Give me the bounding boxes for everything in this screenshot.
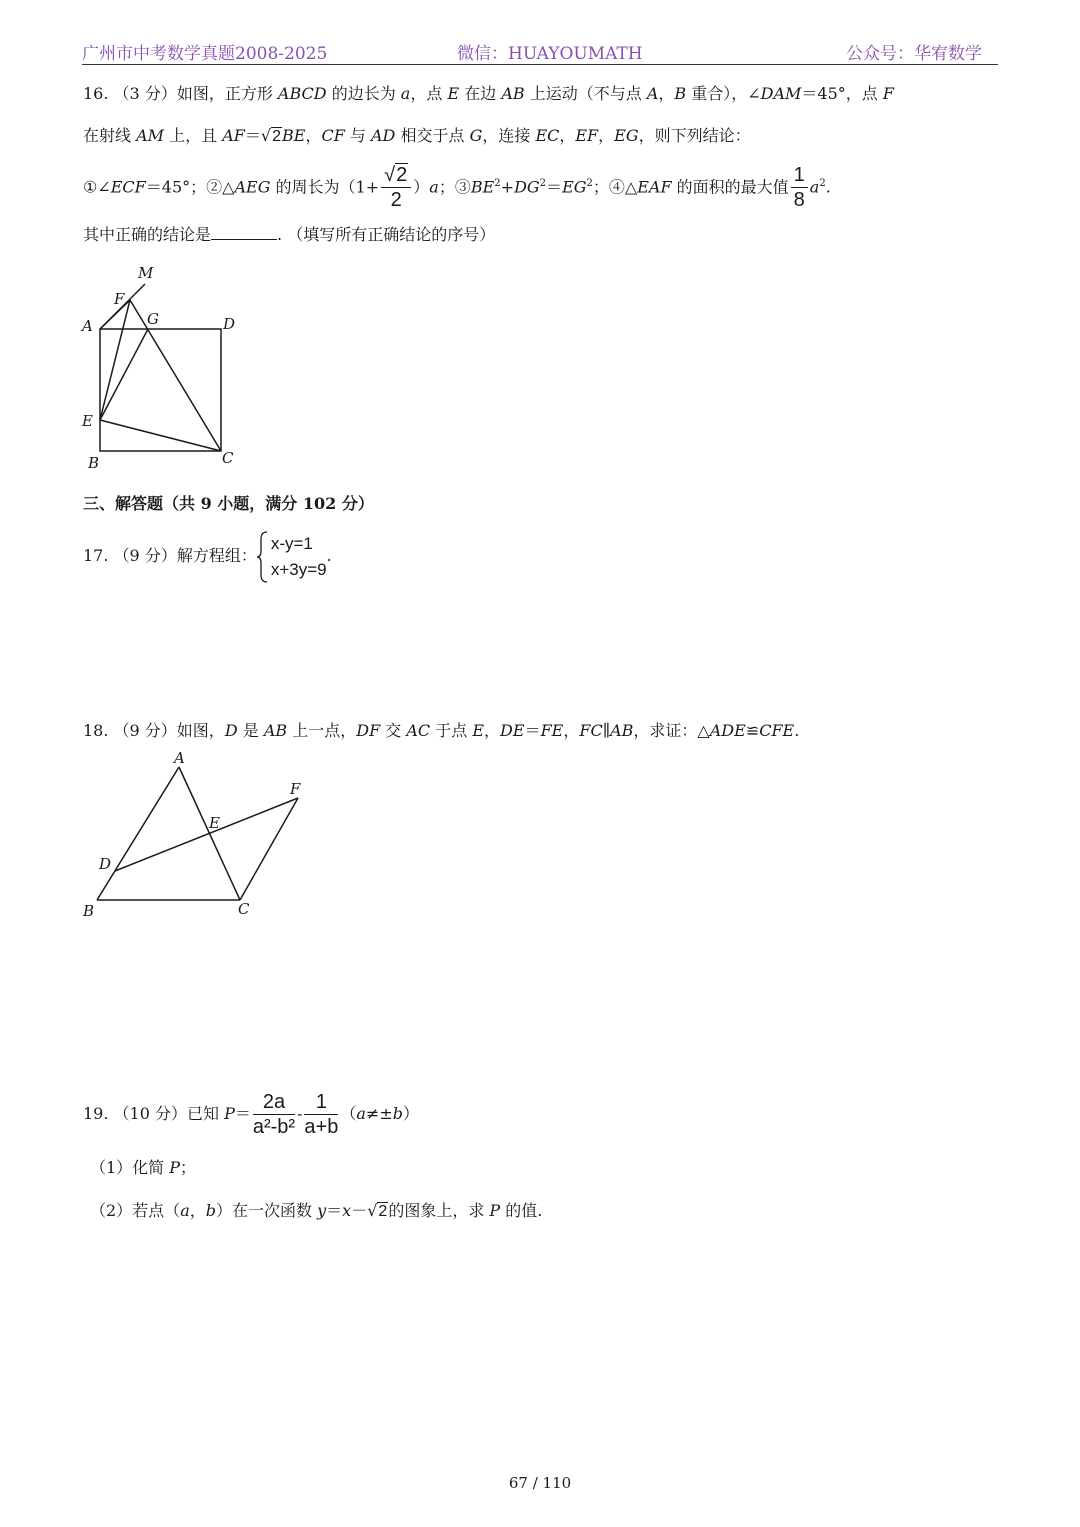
q16-line2: 在射线 AM 上，且 AF＝√2BE，CF 与 AD 相交于点 G，连接 EC，EF，EG，则下列结论：	[83, 124, 751, 149]
label-e: E	[82, 412, 93, 430]
q16-line3: ①∠ECF＝45°；②△AEG 的周长为（1+ $\frac{√2}{2}$ ）a；$③BE^2+DG^2=EG^2$；④△EAF 的面积的最大值 $\frac{1}{8}$ $a^2$.	[83, 164, 831, 212]
label-a: A	[82, 317, 93, 335]
label-f: F	[114, 290, 125, 308]
segment-eg	[100, 329, 148, 420]
header-title: 广州市中考数学真题2008-2025	[82, 44, 328, 64]
q16-line1: 16. （3 分）如图，正方形 ABCD 的边长为 a，点 E 在边 AB 上运动（不与点 A，B 重合），∠DAM＝45°，点 F	[83, 84, 894, 103]
label-c: C	[222, 449, 234, 467]
q17: 17. （9 分）解方程组： x-y=1 x+3y=9 .	[83, 528, 332, 584]
label-c: C	[238, 900, 250, 918]
header-account: 公众号：华宥数学	[846, 44, 982, 64]
q16-line4: 其中正确的结论是 . （填写所有正确结论的序号）	[83, 225, 496, 244]
sqrt-symbol: √2	[367, 1201, 388, 1220]
answer-blank	[211, 223, 277, 240]
fraction-1-over-sum: $\frac{1}{a+b}$	[304, 1091, 339, 1138]
label-b: B	[88, 454, 100, 472]
header-wechat: 微信：HUAYOUMATH	[457, 44, 643, 64]
label-g: G	[147, 310, 159, 328]
label-d: D	[99, 855, 112, 873]
q18-triangle-figure	[78, 748, 318, 923]
segment-df	[115, 798, 298, 871]
segment-ef	[100, 300, 130, 420]
label-f: F	[290, 780, 301, 798]
equation-system: x-y=1 x+3y=9	[257, 531, 327, 583]
q19-line: 19. （10 分）已知 P＝ $\frac{2a}{\text{a²-b²}}$ - $\frac{1}{a+b}$ （a≠±b）	[83, 1091, 419, 1138]
label-m: M	[138, 264, 154, 282]
fraction-sqrt2-over-2: $\frac{√2}{2}$	[381, 165, 411, 210]
q19-part2: （2）若点（a，b）在一次函数 y＝x－√2的图象上，求 P 的值.	[90, 1199, 542, 1224]
segment-fc	[130, 300, 221, 451]
segment-ec	[100, 420, 221, 451]
q18-line: 18. （9 分）如图，D 是 AB 上一点，DF 交 AC 于点 E，DE＝FE，FC∥AB，求证：△ADE≌CFE.	[83, 721, 800, 740]
label-a: A	[174, 749, 185, 767]
q16-square-figure	[78, 258, 258, 473]
page-number: 67 / 110	[508, 1474, 572, 1492]
q19-part1: （1）化简 P；	[90, 1158, 197, 1177]
fraction-2a-over-diff: $\frac{2a}{\text{a²-b²}}$	[252, 1091, 296, 1138]
label-e: E	[209, 814, 220, 832]
label-d: D	[223, 315, 236, 333]
label-b: B	[83, 902, 95, 920]
segment-fc	[240, 798, 298, 900]
segment-ab	[97, 767, 179, 900]
left-brace-icon	[257, 531, 269, 583]
section-title: 三、解答题（共 9 小题，满分 102 分）	[83, 494, 374, 513]
page-header	[82, 38, 998, 65]
sqrt-symbol: √2	[260, 126, 281, 145]
fraction-one-eighth: $\frac{1}{8}$	[791, 165, 808, 210]
